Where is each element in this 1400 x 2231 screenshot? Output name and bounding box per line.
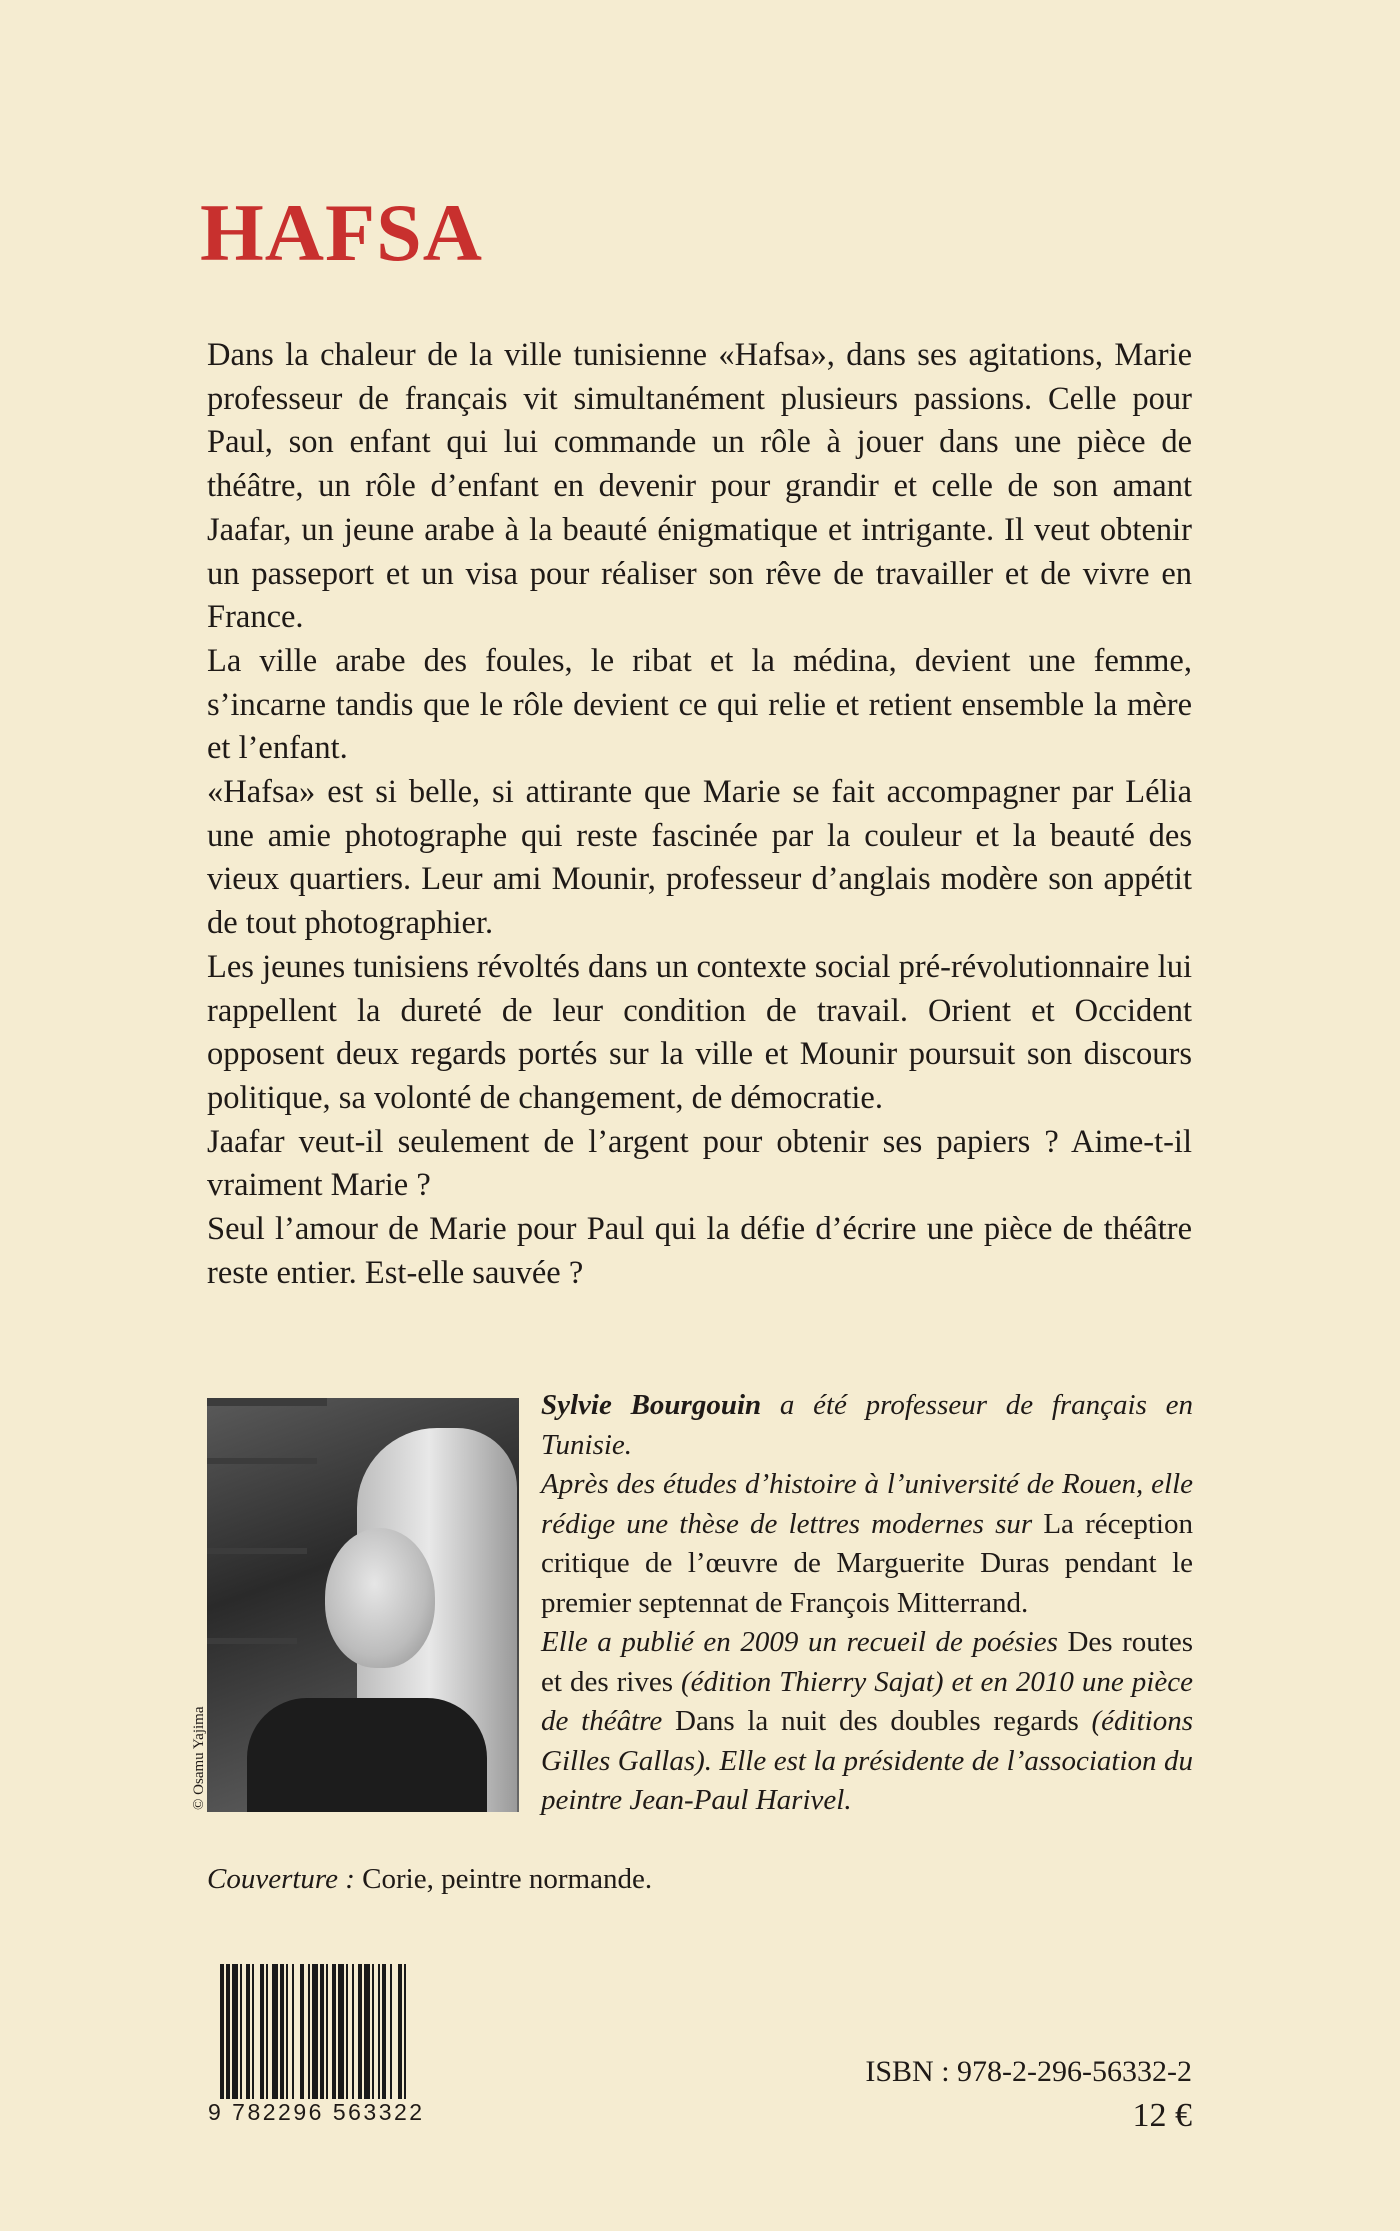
blurb-paragraph: Les jeunes tunisiens révoltés dans un contexte social pré-révolutionnaire lui rappellent la dureté de leur condition de travail. Orient et Occident opposent deux regards portés sur la ville et Mounir poursuit son discours politique, sa volonté de changement, de démocratie.	[207, 948, 1192, 1116]
barcode-number: 9 782296 563322	[206, 2099, 468, 2126]
author-bio	[541, 1386, 1193, 1821]
blurb	[207, 334, 1192, 1295]
cover-credit-text: Corie, peintre normande.	[354, 1863, 653, 1895]
bio-text: a été professeur de français en Tunisie.	[541, 1389, 1193, 1461]
isbn: ISBN : 978-2-296-56332-2	[865, 2055, 1192, 2088]
bio-text: (édition Thierry Sajat) et en 2010 une pièce de théâtre	[541, 1665, 1193, 1737]
cover-credit-label: Couverture :	[207, 1863, 355, 1895]
blurb-paragraph: Dans la chaleur de la ville tunisienne «Hafsa», dans ses agitations, Marie professeur de français vit simultanément plusieurs passions. Celle pour Paul, son enfant qui lui commande un rôle à jouer dans une pièce de théâtre, un rôle d’enfant en devenir pour grandir et celle de son amant Jaafar, un jeune arabe à la beauté énigmatique et intrigante. Il veut obtenir un passeport et un visa pour réaliser son rêve de travailler et de vivre en France.	[207, 337, 1192, 636]
blurb-paragraph: La ville arabe des foules, le ribat et la médina, devient une femme, s’incarne tandis que le rôle devient ce qui relie et retient ensemble la mère et l’enfant.	[207, 642, 1192, 767]
blurb-paragraph: Seul l’amour de Marie pour Paul qui la défie d’écrire une pièce de théâtre reste entier. Est-elle sauvée ?	[207, 1211, 1192, 1291]
photo-credit: © Osamu Yajima	[191, 1706, 207, 1810]
blurb-paragraph: «Hafsa» est si belle, si attirante que Marie se fait accompagner par Lélia une amie photographe qui reste fascinée par la couleur et la beauté des vieux quartiers. Leur ami Mounir, professeur d’anglais modère son appétit de tout photographier.	[207, 774, 1192, 942]
bio-text: Elle a publié en 2009 un recueil de poésies	[541, 1626, 1068, 1658]
author-photo	[207, 1398, 519, 1812]
blurb-paragraph: Jaafar veut-il seulement de l’argent pour obtenir ses papiers ? Aime-t-il vraiment Marie ?	[207, 1123, 1192, 1204]
bio-work-title: Dans la nuit des doubles regards	[675, 1705, 1079, 1737]
bio-work-title: La réception critique de l’œuvre de Marguerite Duras pendant le premier septennat de François Mitterrand.	[541, 1507, 1193, 1619]
bio-work-title: Des routes et des rives	[541, 1626, 1193, 1698]
price: 12 €	[1132, 2097, 1192, 2134]
bio-text: Après des études d’histoire à l’université de Rouen, elle rédige une thèse de lettres modernes sur	[541, 1468, 1193, 1540]
author-name: Sylvie Bourgouin	[541, 1389, 762, 1421]
bio-text: (éditions Gilles Gallas). Elle est la présidente de l’association du peintre Jean-Paul Harivel.	[541, 1705, 1193, 1816]
cover-credit	[207, 1863, 652, 1896]
book-title: HAFSA	[200, 187, 483, 278]
